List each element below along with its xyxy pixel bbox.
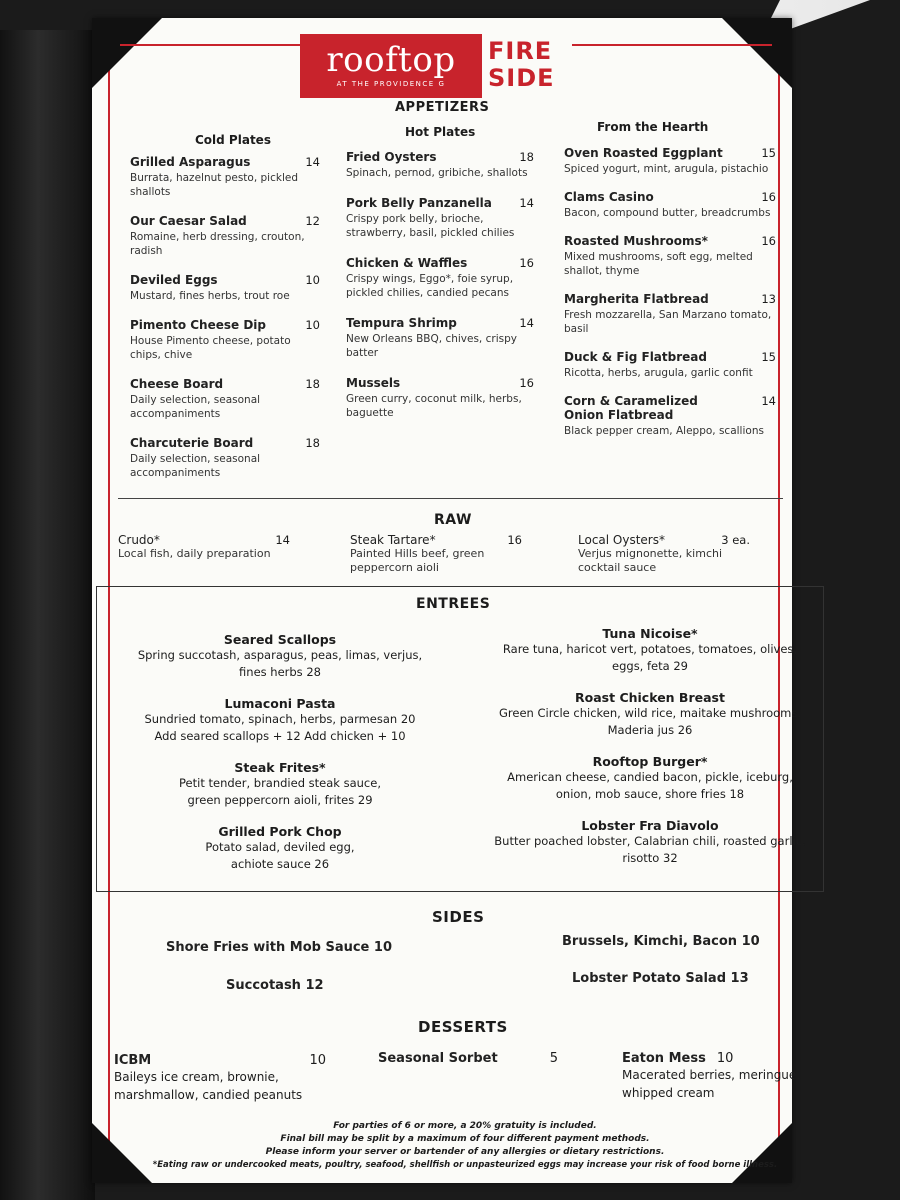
raw-item <box>118 533 290 561</box>
logo-fire-side <box>488 38 578 92</box>
menu-item-name: Tempura Shrimp <box>346 316 457 330</box>
menu-item-name: Margherita Flatbread <box>564 292 709 306</box>
hearth-heading: From the Hearth <box>597 120 709 134</box>
hot-plates-heading: Hot Plates <box>405 125 476 139</box>
raw-item-title-row <box>350 533 522 547</box>
entree-desc: American cheese, candied bacon, pickle, iceburg, <box>507 770 793 784</box>
menu-item-name: Corn & Caramelized Onion Flatbread <box>564 394 698 422</box>
footer-payment: Final bill may be split by a maximum of four different payment methods. <box>280 1134 650 1144</box>
dessert-item <box>114 1053 326 1104</box>
appetizers-heading: APPETIZERS <box>395 100 490 115</box>
menu-item-price: 18 <box>305 436 320 450</box>
dessert-name: Seasonal Sorbet <box>378 1051 498 1066</box>
menu-item-desc: Spinach, pernod, gribiche, shallots <box>346 167 528 179</box>
dessert-item <box>622 1047 814 1102</box>
raw-item <box>350 533 522 575</box>
entree-desc: Butter poached lobster, Calabrian chili, roasted garlic, <box>494 834 806 848</box>
menu-item-title-row <box>346 196 534 210</box>
menu-item-desc: Fresh mozzarella, San Marzano tomato, basil <box>564 309 772 335</box>
raw-item <box>578 533 750 575</box>
raw-item-name: Local Oysters* <box>578 533 665 547</box>
menu-item-name: Roasted Mushrooms* <box>564 234 708 248</box>
menu-item-price: 16 <box>761 190 776 204</box>
footer-consumer-advisory: *Eating raw or undercooked meats, poultry, seafood, shellfish or unpasteurized eggs may increase your risk of food borne illness. <box>152 1160 778 1170</box>
dessert-desc: Macerated berries, meringue, whipped cream <box>622 1068 801 1100</box>
menu-item-title-row <box>130 436 320 450</box>
entree-item <box>480 754 820 803</box>
entree-desc: eggs, feta 29 <box>612 659 688 673</box>
corner-protector-icon <box>722 18 792 88</box>
cold-plates-column <box>130 155 320 495</box>
menu-item-price: 14 <box>761 394 776 408</box>
logo-main-text: rooftop <box>326 40 456 80</box>
menu-item-desc: Crispy pork belly, brioche, strawberry, basil, pickled chilies <box>346 213 515 239</box>
entree-desc: onion, mob sauce, shore fries 18 <box>555 787 745 801</box>
entrees-left-column <box>130 632 430 888</box>
menu-footer <box>120 1120 810 1172</box>
menu-item-desc: Ricotta, herbs, arugula, garlic confit <box>564 367 753 379</box>
entree-name: Rooftop Burger* <box>592 754 708 769</box>
menu-item-desc: Burrata, hazelnut pesto, pickled shallots <box>130 172 298 198</box>
dessert-price: 10 <box>716 1051 734 1066</box>
dessert-name: Eaton Mess <box>622 1051 706 1066</box>
entree-name: Grilled Pork Chop <box>218 824 342 839</box>
logo-badge <box>300 34 482 98</box>
entree-desc: Spring succotash, asparagus, peas, limas, verjus, <box>137 648 423 662</box>
entrees-heading: ENTREES <box>416 596 491 612</box>
entree-item <box>130 760 430 809</box>
menu-item-price: 14 <box>519 196 534 210</box>
menu-item-name: Clams Casino <box>564 190 654 204</box>
raw-item-title-row <box>118 533 290 547</box>
entree-desc: Green Circle chicken, wild rice, maitake mushrooms, <box>498 706 801 720</box>
entree-name: Lobster Fra Diavolo <box>581 818 719 833</box>
entree-desc: Sundried tomato, spinach, herbs, parmesan 20 <box>144 712 416 726</box>
footer-gratuity: For parties of 6 or more, a 20% gratuity is included. <box>333 1121 597 1131</box>
section-divider <box>118 498 783 499</box>
menu-item-name: Charcuterie Board <box>130 436 254 450</box>
entree-desc: Rare tuna, haricot vert, potatoes, tomatoes, olives, <box>502 642 798 656</box>
entree-desc: fines herbs 28 <box>239 665 321 679</box>
menu-item <box>564 146 776 176</box>
menu-item-title-row <box>346 316 534 330</box>
menu-item-price: 16 <box>519 376 534 390</box>
entree-name: Lumaconi Pasta <box>224 696 336 711</box>
dessert-desc: Baileys ice cream, brownie, marshmallow, candied peanuts <box>114 1070 303 1102</box>
menu-item-title-row <box>564 190 776 204</box>
raw-item-price: 14 <box>275 533 290 547</box>
menu-item-title-row <box>564 234 776 248</box>
menu-item <box>130 273 320 303</box>
menu-item-price: 10 <box>305 273 320 287</box>
menu-item-name: Cheese Board <box>130 377 224 391</box>
menu-item-price: 10 <box>305 318 320 332</box>
menu-item-name: Pimento Cheese Dip <box>130 318 267 332</box>
desserts-heading: DESSERTS <box>418 1018 508 1036</box>
entree-item <box>130 632 430 681</box>
menu-item <box>564 292 776 336</box>
raw-item-name: Steak Tartare* <box>350 533 436 547</box>
logo-side-text: SIDE <box>488 64 555 92</box>
entree-desc: Maderia jus 26 <box>607 723 693 737</box>
menu-item <box>130 436 320 480</box>
menu-item-name: Duck & Fig Flatbread <box>564 350 707 364</box>
menu-item <box>130 377 320 421</box>
entree-desc: green peppercorn aioli, frites 29 <box>187 793 373 807</box>
menu-item-desc: Spiced yogurt, mint, arugula, pistachio <box>564 163 769 175</box>
raw-heading: RAW <box>434 512 472 528</box>
menu-item-desc: Green curry, coconut milk, herbs, baguette <box>346 393 522 419</box>
menu-item-name: Our Caesar Salad <box>130 214 247 228</box>
menu-item-desc: Black pepper cream, Aleppo, scallions <box>564 425 764 437</box>
logo-sub-text: AT THE PROVIDENCE G <box>336 80 446 88</box>
dessert-title-row <box>378 1051 558 1066</box>
menu-item-desc: Daily selection, seasonal accompaniments <box>130 453 261 479</box>
menu-item-price: 14 <box>519 316 534 330</box>
raw-item-desc: Verjus mignonette, kimchi cocktail sauce <box>578 547 723 574</box>
menu-item <box>564 350 776 380</box>
dessert-title-row <box>622 1047 814 1066</box>
menu-item-desc: Romaine, herb dressing, crouton, radish <box>130 231 305 257</box>
raw-item-name: Crudo* <box>118 533 160 547</box>
entree-desc: risotto 32 <box>622 851 678 865</box>
menu-item-price: 15 <box>761 350 776 364</box>
menu-item-title-row <box>130 377 320 391</box>
entree-item <box>480 818 820 867</box>
raw-item-price: 16 <box>507 533 522 547</box>
menu-item-desc: Crispy wings, Eggo*, foie syrup, pickled chilies, candied pecans <box>346 273 514 299</box>
menu-item <box>130 318 320 362</box>
menu-item-name: Deviled Eggs <box>130 273 218 287</box>
footer-allergy: Please inform your server or bartender of any allergies or dietary restrictions. <box>265 1147 665 1157</box>
menu-item-title-row <box>130 318 320 332</box>
menu-item-desc: House Pimento cheese, potato chips, chive <box>130 335 291 361</box>
entree-desc: Add seared scallops + 12 Add chicken + 10 <box>154 729 406 743</box>
menu-item-price: 16 <box>761 234 776 248</box>
menu-item-desc: Mustard, fines herbs, trout roe <box>130 290 290 302</box>
dessert-item <box>378 1051 558 1066</box>
entree-desc: achiote sauce 26 <box>230 857 330 871</box>
menu-item-title-row <box>346 150 534 164</box>
dessert-name: ICBM <box>114 1053 152 1068</box>
menu-item-desc: Daily selection, seasonal accompaniments <box>130 394 261 420</box>
side-item: Lobster Potato Salad 13 <box>572 971 749 986</box>
entree-desc: Potato salad, deviled egg, <box>205 840 355 854</box>
raw-item-desc: Painted Hills beef, green peppercorn aioli <box>350 547 485 574</box>
raw-item-title-row <box>578 533 750 547</box>
menu-item-price: 18 <box>305 377 320 391</box>
raw-item-price: 3 ea. <box>721 533 750 547</box>
menu-item-price: 16 <box>519 256 534 270</box>
dessert-title-row <box>114 1053 326 1068</box>
menu-item-title-row <box>130 273 320 287</box>
menu-item-price: 12 <box>305 214 320 228</box>
side-item: Brussels, Kimchi, Bacon 10 <box>562 934 760 949</box>
menu-item <box>346 256 534 300</box>
cold-plates-heading: Cold Plates <box>195 133 271 147</box>
menu-item-price: 18 <box>519 150 534 164</box>
menu-item <box>130 155 320 199</box>
menu-item <box>346 316 534 360</box>
side-item: Shore Fries with Mob Sauce 10 <box>166 940 392 955</box>
entree-item <box>480 626 820 675</box>
menu-item-price: 15 <box>761 146 776 160</box>
menu-item-title-row <box>130 214 320 228</box>
entree-name: Tuna Nicoise* <box>602 626 698 641</box>
menu-item-title-row <box>346 256 534 270</box>
restaurant-logo <box>300 34 580 98</box>
menu-item-name: Pork Belly Panzanella <box>346 196 492 210</box>
menu-item-price: 14 <box>305 155 320 169</box>
entrees-right-column <box>480 626 820 882</box>
entree-name: Roast Chicken Breast <box>575 690 725 705</box>
header-rule <box>572 44 772 46</box>
entree-item <box>130 824 430 873</box>
menu-item-desc: Mixed mushrooms, soft egg, melted shallot, thyme <box>564 251 753 277</box>
menu-item <box>564 234 776 278</box>
menu-item-title-row <box>564 292 776 306</box>
menu-item-name: Oven Roasted Eggplant <box>564 146 723 160</box>
menu-item-title-row <box>346 376 534 390</box>
menu-item-name: Mussels <box>346 376 401 390</box>
corner-protector-icon <box>92 18 162 88</box>
menu-item-title-row <box>564 394 776 422</box>
menu-item-title-row <box>564 350 776 364</box>
menu-item-name: Chicken & Waffles <box>346 256 468 270</box>
menu-item-desc: New Orleans BBQ, chives, crispy batter <box>346 333 517 359</box>
menu-item-title-row <box>564 146 776 160</box>
raw-section <box>118 533 778 581</box>
side-item: Succotash 12 <box>226 978 324 993</box>
logo-fire-text: FIRE <box>488 37 553 65</box>
raw-item-desc: Local fish, daily preparation <box>118 547 271 560</box>
entree-item <box>480 690 820 739</box>
menu-item <box>346 196 534 240</box>
hearth-column <box>564 146 776 452</box>
menu-item <box>346 376 534 420</box>
menu-item <box>130 214 320 258</box>
menu-item-name: Grilled Asparagus <box>130 155 251 169</box>
dessert-price: 10 <box>309 1053 326 1068</box>
hot-plates-column <box>346 150 534 436</box>
menu-item-desc: Bacon, compound butter, breadcrumbs <box>564 207 771 219</box>
menu-item <box>564 394 776 438</box>
header-rule <box>120 44 300 46</box>
entree-item <box>130 696 430 745</box>
sides-heading: SIDES <box>432 908 485 926</box>
menu-item-title-row <box>130 155 320 169</box>
menu-item-price: 13 <box>761 292 776 306</box>
entree-name: Seared Scallops <box>223 632 337 647</box>
entree-desc: Petit tender, brandied steak sauce, <box>179 776 381 790</box>
binder-spine <box>0 30 95 1200</box>
dessert-price: 5 <box>549 1051 558 1066</box>
menu-item <box>346 150 534 180</box>
menu-item-name: Fried Oysters <box>346 150 437 164</box>
entree-name: Steak Frites* <box>234 760 326 775</box>
menu-item <box>564 190 776 220</box>
